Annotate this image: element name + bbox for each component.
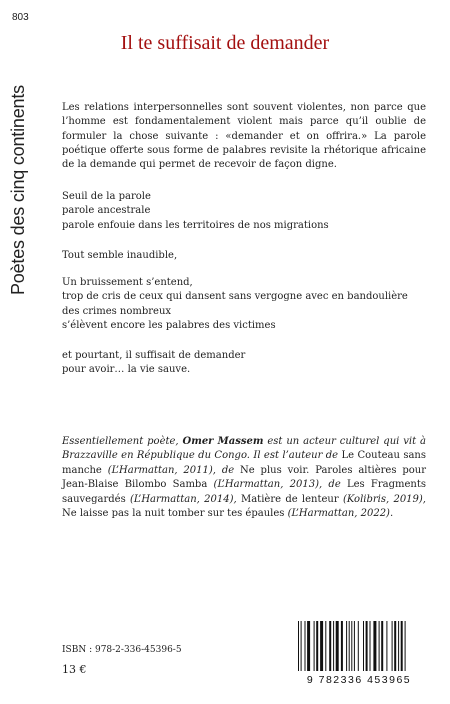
series-name: Poètes des cinq continents: [8, 85, 28, 295]
intro-text: Les relations interpersonnelles sont souvent violentes, non parce que l’homme est fondamentalement violent mais parce qu’il oublie de formuler la chose suivante : «demander et on offrira.» La parole poétique offerte sous forme de palabres revisite la rhétorique africaine de la demande qui permet de recevoir de façon digne.: [62, 102, 426, 171]
book-title: Il te suffisait de demander: [120, 32, 330, 54]
verse-line: trop de cris de ceux qui dansent sans vergogne avec en bandoulière des crimes nombreux: [62, 291, 408, 317]
publisher-ref: (L’Harmattan, 2014),: [125, 493, 241, 505]
book-ref: Matière de lenteur: [240, 493, 339, 505]
publisher-ref: (Kolibris, 2019),: [338, 493, 426, 505]
price: 13 €: [62, 663, 87, 676]
bio-text: est un acteur culturel qui vit à Brazzaville en République du Congo. Il est l’auteur de: [62, 436, 427, 462]
intro-paragraph: [62, 101, 426, 172]
verse-line: Seuil de la parole: [62, 191, 151, 202]
book-ref: Le Couteau sans manche: [62, 450, 426, 476]
isbn: ISBN : 978-2-336-45396-5: [62, 645, 182, 655]
barcode: [292, 621, 426, 687]
verse-line: pour avoir… la vie sauve.: [62, 364, 191, 376]
author-bio: [62, 435, 426, 521]
verse-line: s’élèvent encore les palabres des victimes: [62, 319, 276, 331]
book-ref: Ne laisse pas la nuit tomber sur tes épaules: [62, 508, 285, 520]
series-number: 803: [12, 12, 29, 23]
book-ref: Les Fragments sauvegardés: [62, 479, 427, 505]
stanza-bruissement: [62, 276, 426, 333]
stanza-tout: [62, 249, 426, 263]
bio-text: Essentiellement poète,: [62, 436, 183, 447]
verse-line: Tout semble inaudible,: [62, 250, 178, 261]
bio-text: de: [328, 479, 347, 491]
verse-line: et pourtant, il suffisait de demander: [62, 350, 246, 361]
book-ref: Ne plus voir. Paroles altières pour Jean-Blaise Bilombo Samba: [62, 464, 426, 491]
verse-line: parole ancestrale: [62, 205, 151, 217]
barcode-bars: [292, 621, 426, 673]
publisher-ref: (L’Harmattan, 2011),: [101, 464, 222, 476]
bio-text: de: [221, 464, 241, 476]
barcode-digits: 9 782336 453965: [306, 674, 412, 686]
publisher-ref: (L’Harmattan, 2022).: [284, 508, 394, 520]
stanza-pourtant: [62, 349, 426, 378]
verse-line: parole enfouie dans les territoires de nos migrations: [62, 219, 329, 231]
verse-line: Un bruissement s’entend,: [62, 277, 193, 288]
publisher-ref: (L’Harmattan, 2013),: [207, 479, 329, 491]
stanza-seuil: [62, 190, 426, 233]
author-name: Omer Massem: [182, 436, 264, 447]
